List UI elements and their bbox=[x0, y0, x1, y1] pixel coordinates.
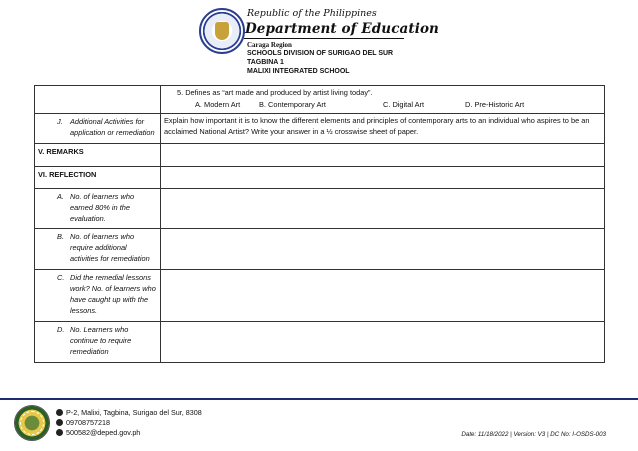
item-a-cell bbox=[35, 189, 161, 229]
table-row-item-b bbox=[35, 229, 605, 270]
email-text: 500582@deped.gov.ph bbox=[66, 428, 141, 437]
table-cell bbox=[161, 167, 605, 189]
item-c-cell bbox=[35, 270, 161, 322]
lesson-plan-table bbox=[34, 85, 605, 363]
phone-text: 09708757218 bbox=[66, 418, 110, 427]
document-info: Date: 11/18/2022 | Version: V3 | DC No: I-OSDS-003 bbox=[461, 431, 606, 438]
q5-cell bbox=[161, 86, 605, 114]
email-icon bbox=[56, 429, 63, 436]
table-cell bbox=[35, 86, 161, 114]
reflection-cell bbox=[35, 167, 161, 189]
additional-label: Additional Activities for application or remediation bbox=[70, 117, 155, 137]
table-row-item-d bbox=[35, 322, 605, 363]
table-cell bbox=[161, 229, 605, 270]
remarks-cell bbox=[35, 144, 161, 167]
table-cell bbox=[161, 189, 605, 229]
deped-seal-logo bbox=[199, 8, 245, 54]
item-label: No. Learners who continue to require remediation bbox=[70, 325, 132, 356]
item-b-cell bbox=[35, 229, 161, 270]
item-label: No. of learners who require additional activities for remediation bbox=[70, 232, 150, 263]
remarks-heading: V. REMARKS bbox=[38, 147, 84, 156]
table-cell bbox=[161, 270, 605, 322]
header-divider bbox=[244, 38, 404, 39]
option-c: C. Digital Art bbox=[383, 100, 425, 109]
reflection-heading: VI. REFLECTION bbox=[38, 170, 97, 179]
region-text: Caraga Region bbox=[247, 41, 292, 49]
republic-text: Republic of the Philippines bbox=[247, 8, 377, 19]
item-label: No. of learners who earned 80% in the evaluation. bbox=[70, 192, 135, 223]
item-letter: B. bbox=[57, 232, 64, 241]
q5-text: 5. Defines as “art made and produced by artist living today”. bbox=[177, 88, 373, 97]
table-row-item-c bbox=[35, 270, 605, 322]
address-text: P-2, Malixi, Tagbina, Surigao del Sur, 8308 bbox=[66, 408, 202, 417]
additional-text-cell bbox=[161, 114, 605, 144]
item-letter: A. bbox=[57, 192, 64, 201]
additional-label-cell bbox=[35, 114, 161, 144]
footer-address bbox=[56, 408, 202, 417]
additional-text: Explain how important it is to know the different elements and principles of contemporary arts to an individual who aspires to be an acclaimed National Artist? Write your answer in a ½ crosswise sheet of paper. bbox=[164, 116, 590, 136]
footer-phone bbox=[56, 418, 110, 427]
table-cell bbox=[161, 144, 605, 167]
footer-email bbox=[56, 428, 140, 437]
table-row-additional bbox=[35, 114, 605, 144]
item-letter: J. bbox=[57, 117, 63, 126]
division-text: SCHOOLS DIVISION OF SURIGAO DEL SUR bbox=[247, 50, 394, 57]
table-cell bbox=[161, 322, 605, 363]
table-row-remarks bbox=[35, 144, 605, 167]
school-text: MALIXI INTEGRATED SCHOOL bbox=[247, 68, 350, 75]
table-row-reflection bbox=[35, 167, 605, 189]
option-b: B. Contemporary Art bbox=[259, 100, 326, 109]
footer-divider bbox=[0, 398, 638, 400]
phone-icon bbox=[56, 419, 63, 426]
q5-options bbox=[177, 99, 600, 110]
table-row-item-a bbox=[35, 189, 605, 229]
item-label: Did the remedial lessons work? No. of learners who have caught up with the lessons. bbox=[70, 273, 156, 315]
item-d-cell bbox=[35, 322, 161, 363]
option-a: A. Modern Art bbox=[195, 100, 241, 109]
school-logo-ring bbox=[20, 411, 44, 435]
item-letter: C. bbox=[57, 273, 65, 282]
table-row-q5 bbox=[35, 86, 605, 114]
item-letter: D. bbox=[57, 325, 65, 334]
option-d: D. Pre-Historic Art bbox=[465, 100, 525, 109]
location-icon bbox=[56, 409, 63, 416]
seal-emblem bbox=[215, 22, 229, 40]
department-title: Department of Education bbox=[245, 21, 439, 37]
district-text: TAGBINA 1 bbox=[247, 59, 284, 66]
